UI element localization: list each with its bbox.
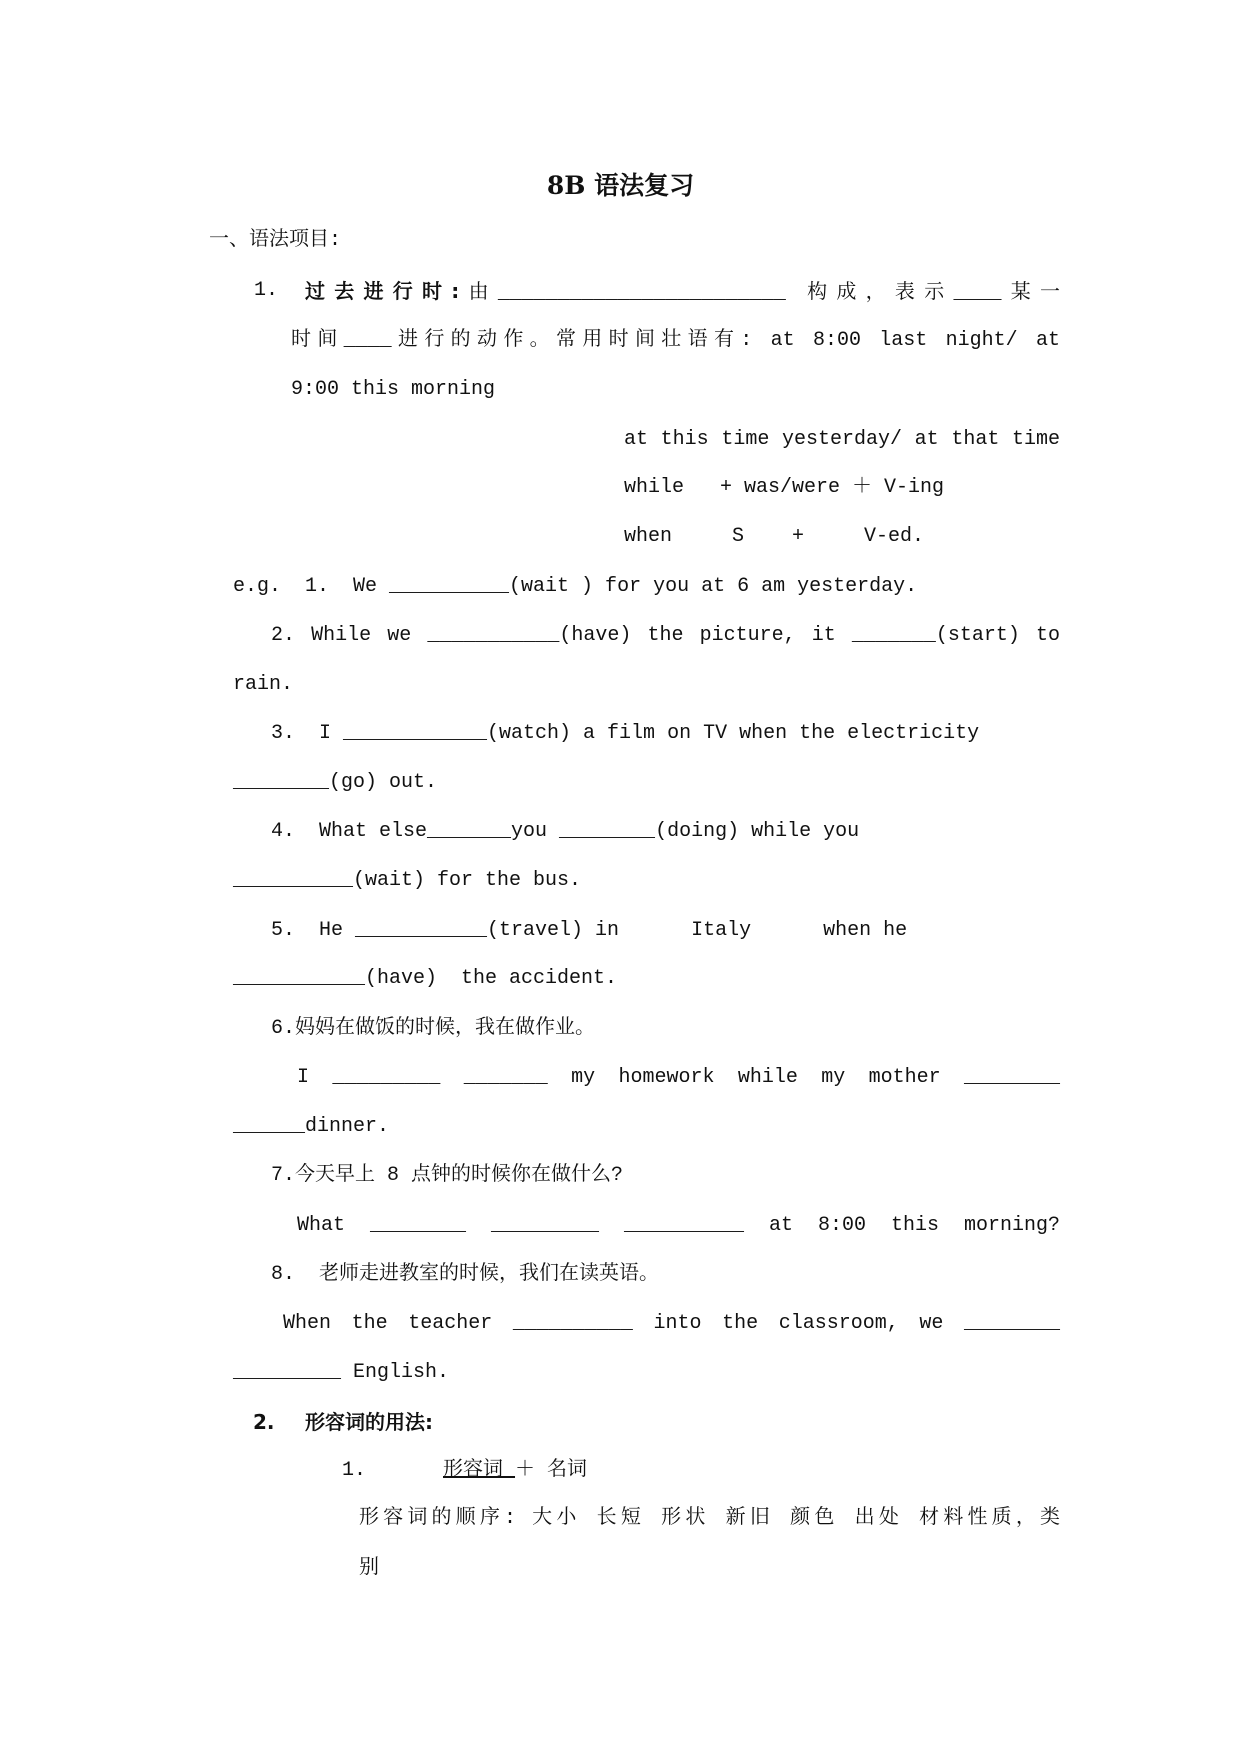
item1-line5: while + was/were ＋ V-ing	[624, 476, 945, 499]
adjective-order-line: 形容词的顺序: 大小 长短 形状 新旧 颜色 出处 材料性质，类	[359, 1507, 1060, 1530]
item2-sub-number: 1.	[342, 1459, 367, 1482]
item2-sub-rule	[443, 1456, 587, 1486]
item1-line6: when S + V-ed.	[624, 525, 925, 548]
section-heading: 一、语法项目:	[209, 229, 342, 252]
item1-line3: 9:00 this morning	[291, 378, 496, 401]
item1-line1-text: 由________________________ 构成，表示____某一	[459, 282, 1060, 305]
item2-number: 2.	[253, 1410, 275, 1434]
exercise-line: 7.今天早上 8 点钟的时候你在做什么?	[271, 1164, 624, 1187]
exercise-line: 5. He ___________(travel) in Italy when he	[271, 919, 908, 942]
item1-number: 1.	[254, 279, 279, 302]
exercise-line: ___________(have) the accident.	[233, 967, 618, 990]
exercise-line: ________(go) out.	[233, 771, 438, 794]
exercise-line: __________(wait) for the bus.	[233, 869, 582, 892]
adjective-order-line-2: 别	[359, 1557, 379, 1580]
item1-line2: 时间____进行的动作。常用时间壮语有: at 8:00 last night/ at	[291, 329, 1060, 352]
page-title: 8B 语法复习	[546, 171, 695, 200]
exercise-line: 4. What else_______you ________(doing) while you	[271, 820, 860, 843]
exercise-line: e.g. 1. We __________(wait ) for you at 6 am yesterday.	[233, 575, 918, 598]
exercise-line: 6.妈妈在做饭的时候，我在做作业。	[271, 1017, 596, 1040]
exercise-line: 3. I ____________(watch) a film on TV when the electricity	[271, 722, 980, 745]
exercise-line: I _________ _______ my homework while my mother ________	[297, 1066, 1060, 1089]
exercise-line: rain.	[233, 673, 294, 696]
item1-label: 过去进行时:	[305, 279, 460, 303]
noun-text: ＋ 名词	[515, 1459, 588, 1482]
exercise-line: When the teacher __________ into the classroom, we ________	[283, 1312, 1060, 1335]
exercise-line: _________ English.	[233, 1361, 450, 1384]
adjective-underlined: 形容词	[443, 1459, 516, 1482]
item2-label: 形容词的用法:	[305, 1410, 433, 1434]
exercise-line: 2. While we ___________(have) the picture, it _______(start) to	[271, 624, 1060, 647]
item1-line4: at this time yesterday/ at that time	[624, 428, 1060, 451]
item1-line1	[305, 276, 1060, 306]
exercise-line: ______dinner.	[233, 1115, 390, 1138]
exercise-line: What ________ _________ __________ at 8:00 this morning?	[297, 1214, 1060, 1237]
exercise-line: 8. 老师走进教室的时候，我们在读英语。	[271, 1263, 660, 1286]
